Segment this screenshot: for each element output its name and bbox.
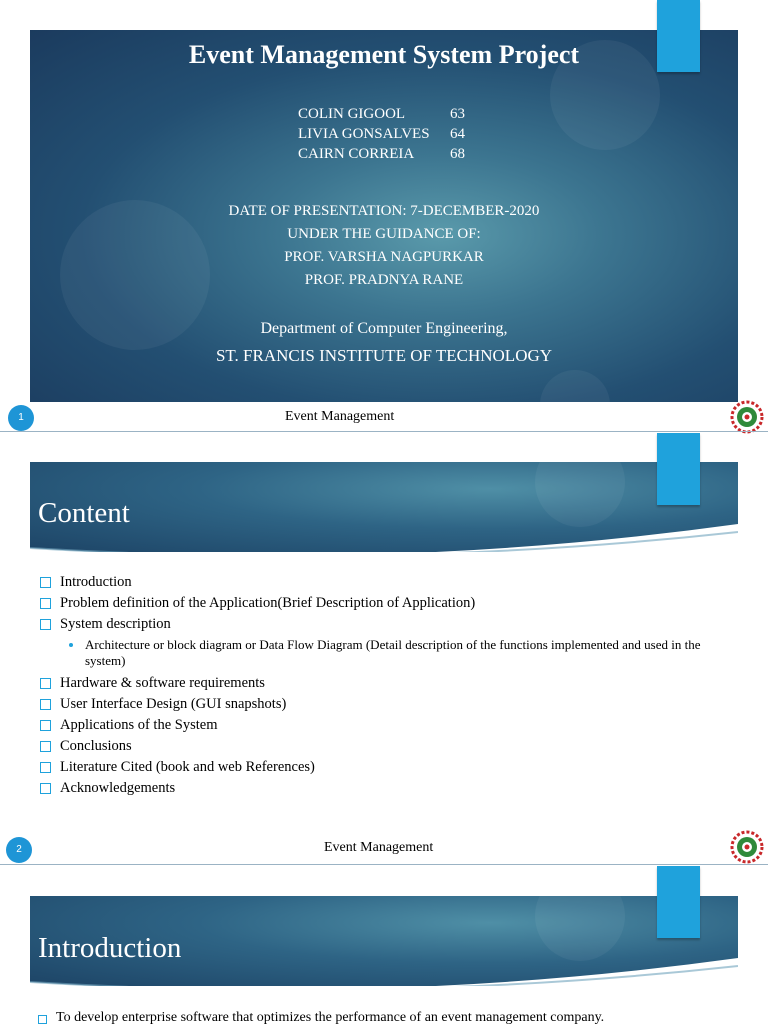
institute-name: ST. FRANCIS INSTITUTE OF TECHNOLOGY [215,346,553,365]
slide-number-badge: 2 [6,837,32,863]
member-row [298,124,465,144]
department: Department of Computer Engineering, [260,320,508,337]
guide-name: PROF. VARSHA NAGPURKAR [284,249,484,265]
accent-tab [657,433,700,505]
banner-curve [30,462,738,552]
team-members [298,104,465,164]
guidance-label: UNDER THE GUIDANCE OF: [287,226,481,242]
member-name: COLIN GIGOOL [298,106,406,122]
list-item: System description [40,614,730,635]
square-bullet-icon [40,762,51,773]
square-bullet-icon [40,598,51,609]
content-banner [30,462,738,552]
slide-title: Introduction [38,932,182,964]
list-item: User Interface Design (GUI snapshots) [40,694,730,715]
member-row [298,104,465,124]
college-logo-icon [730,400,764,434]
member-name: CAIRN CORREIA [298,146,415,162]
college-logo-icon [730,830,764,864]
member-roll: 64 [450,126,465,142]
member-row [298,144,465,164]
presentation-info [0,200,768,292]
guide-name: PROF. PRADNYA RANE [304,272,464,288]
slide-title: Content [38,497,130,529]
square-bullet-icon [40,720,51,731]
square-bullet-icon [40,741,51,752]
list-item: Introduction [40,572,730,593]
list-item: Conclusions [40,736,730,757]
member-name: LIVIA GONSALVES [298,126,430,142]
square-bullet-icon [40,699,51,710]
accent-tab [657,866,700,938]
square-bullet-icon [40,678,51,689]
list-item: Acknowledgements [40,778,730,799]
list-item: Hardware & software requirements [40,673,730,694]
footer-divider [0,431,768,432]
square-bullet-icon [40,577,51,588]
list-item: Literature Cited (book and web References) [40,757,730,778]
presentation-date: DATE OF PRESENTATION: 7-DECEMBER-2020 [228,203,540,219]
list-item: Applications of the System [40,715,730,736]
square-bullet-icon [38,1015,47,1024]
presentation-title: Event Management System Project [188,40,580,69]
slide-number-badge: 1 [8,405,34,431]
square-bullet-icon [40,619,51,630]
footer-text: Event Management [324,840,434,855]
footer-text: Event Management [285,409,395,424]
square-bullet-icon [40,783,51,794]
footer-divider [0,864,768,865]
slide-1 [0,0,768,433]
content-list [40,572,730,799]
member-roll: 68 [450,146,465,162]
decor-bubble [540,370,610,402]
dot-bullet-icon [69,643,73,647]
list-item: Problem definition of the Application(Brief Description of Application) [40,593,730,614]
list-item: To develop enterprise software that optimizes the performance of an event management company. [38,1010,604,1026]
sub-list-item: Architecture or block diagram or Data Flow Diagram (Detail description of the functions implemented and used in the system) [40,637,730,669]
introduction-banner [30,896,738,986]
member-roll: 63 [450,106,465,122]
